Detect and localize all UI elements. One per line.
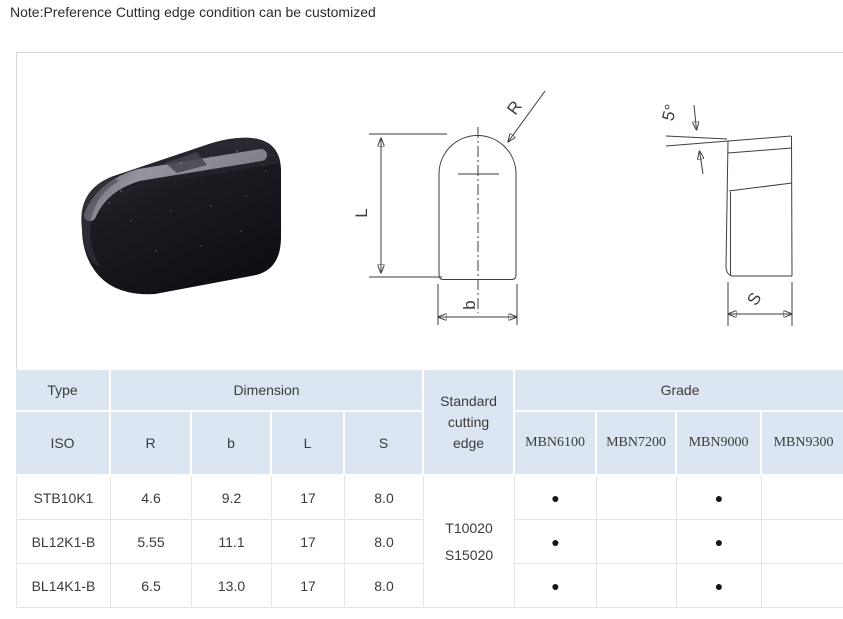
cell-iso: BL12K1-B: [16, 520, 111, 564]
cell-b: 9.2: [192, 476, 272, 520]
col-header-type: Type: [16, 370, 111, 412]
grade-mark-mbn6100: ●: [515, 520, 597, 564]
col-header-standard-cutting-edge: Standard cutting edge: [424, 370, 515, 476]
cell-b: 11.1: [192, 520, 272, 564]
spec-table: [16, 370, 843, 608]
col-header-r: R: [111, 412, 192, 476]
cell-r: 5.55: [111, 520, 192, 564]
col-header-mbn6100: MBN6100: [515, 412, 597, 476]
cell-s: 8.0: [345, 476, 424, 520]
angle-arrow-upper: [694, 105, 697, 130]
grade-mark-mbn9300: [762, 476, 843, 520]
grade-mark-mbn6100: ●: [515, 476, 597, 520]
cell-s: 8.0: [345, 520, 424, 564]
col-header-b: b: [192, 412, 272, 476]
col-header-grade: Grade: [515, 370, 843, 412]
col-header-iso: ISO: [16, 412, 111, 476]
grade-mark-mbn7200: [597, 520, 677, 564]
leader-line-R: [508, 91, 545, 142]
label-b: b: [460, 300, 479, 310]
tip-band-line-1: [728, 148, 792, 153]
table-row: [16, 476, 843, 520]
note-text: Note:Preference Cutting edge condition can be customized: [10, 4, 376, 20]
angle-arrow-lower: [700, 151, 704, 174]
col-header-mbn7200: MBN7200: [597, 412, 677, 476]
cell-iso: BL14K1-B: [16, 564, 111, 608]
label-L: L: [352, 208, 371, 218]
cell-r: 6.5: [111, 564, 192, 608]
col-header-mbn9300: MBN9300: [762, 412, 843, 476]
edge-value-1: T10020: [445, 519, 493, 536]
cell-l: 17: [272, 564, 345, 608]
side-view-drawing: [621, 81, 836, 343]
cell-standard-cutting-edge: [424, 476, 515, 608]
tip-band-line-2: [729, 183, 792, 191]
cell-l: 17: [272, 476, 345, 520]
cell-l: 17: [272, 520, 345, 564]
angle-ref-line: [666, 136, 727, 139]
label-angle: 5°: [658, 102, 681, 123]
grade-mark-mbn9000: ●: [677, 476, 762, 520]
grade-mark-mbn9000: ●: [677, 564, 762, 608]
grade-mark-mbn9300: [762, 520, 843, 564]
cell-s: 8.0: [345, 564, 424, 608]
product-photo: [61, 111, 296, 306]
col-header-dimension: Dimension: [111, 370, 424, 412]
col-header-s: S: [345, 412, 424, 476]
cell-r: 4.6: [111, 476, 192, 520]
label-S: S: [743, 289, 766, 309]
cell-iso: STB10K1: [16, 476, 111, 520]
top-edge-extended: [666, 136, 791, 146]
left-edge: [726, 141, 732, 276]
grade-mark-mbn7200: [597, 476, 677, 520]
grade-mark-mbn9300: [762, 564, 843, 608]
figure-panel: [16, 52, 843, 371]
cell-b: 13.0: [192, 564, 272, 608]
edge-value-2: S15020: [444, 546, 494, 563]
label-R: R: [503, 97, 526, 119]
grade-mark-mbn9000: ●: [677, 520, 762, 564]
grade-mark-mbn6100: ●: [515, 564, 597, 608]
col-header-l: L: [272, 412, 345, 476]
right-edge: [792, 136, 793, 276]
col-header-mbn9000: MBN9000: [677, 412, 762, 476]
front-view-drawing: [341, 81, 561, 343]
grade-mark-mbn7200: [597, 564, 677, 608]
